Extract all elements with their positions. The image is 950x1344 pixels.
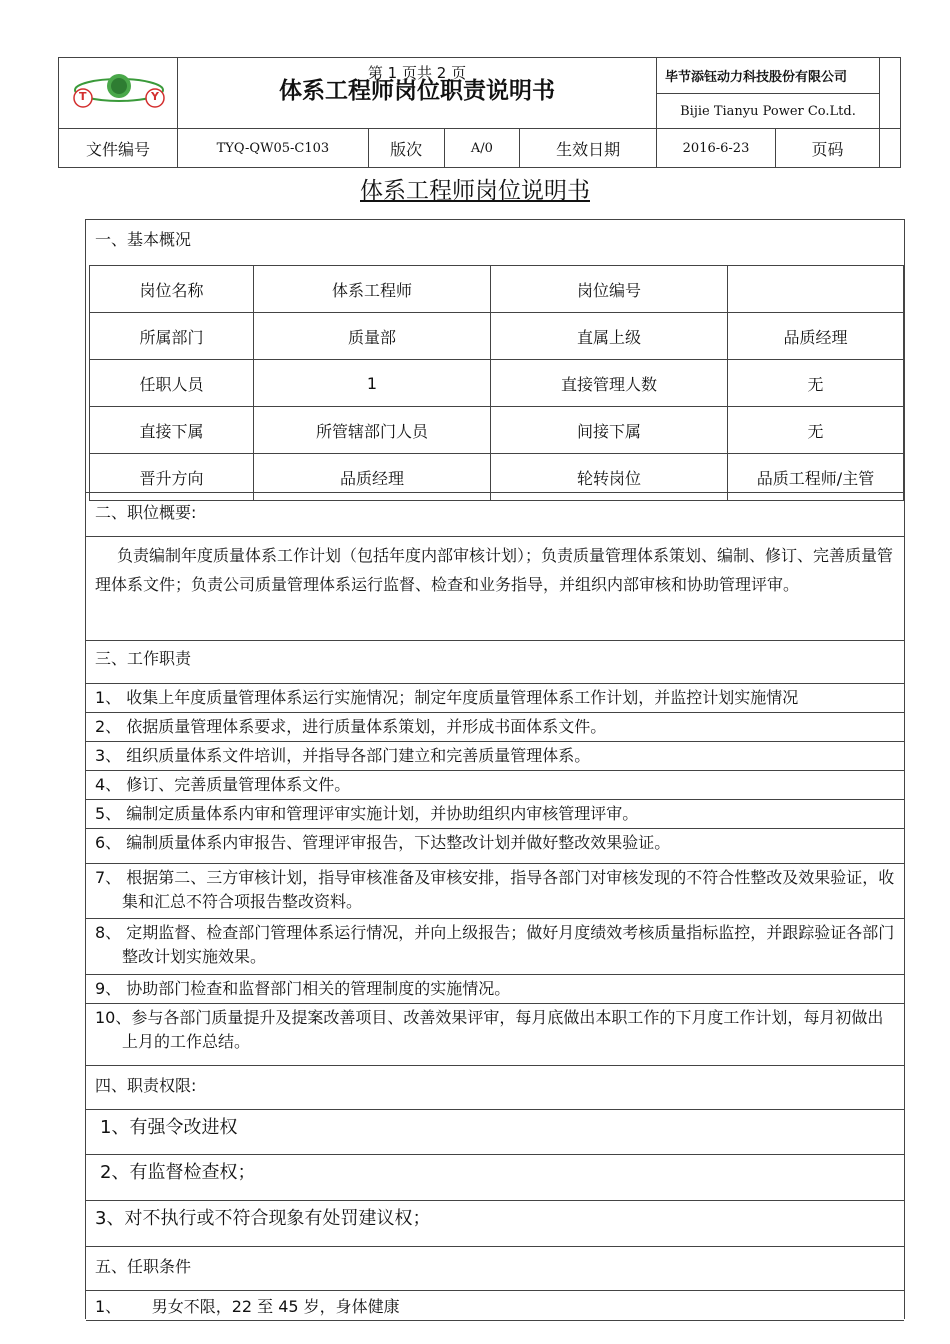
- logo-letter-t: T: [79, 90, 87, 103]
- table-row: [90, 407, 904, 454]
- version-label: 版次: [368, 129, 444, 168]
- logo: [59, 58, 178, 129]
- list-item-text: 7、 根据第二、三方审核计划，指导审核准备及审核安排，指导各部门对审核发现的不符合性整改及效果验证，收集和汇总不符合项报告整改资料。: [95, 868, 895, 911]
- list-item: [86, 919, 904, 975]
- table-row: [90, 266, 904, 313]
- table-cell: 岗位名称: [90, 266, 254, 313]
- list-item: 3、对不执行或不符合现象有处罚建议权；: [86, 1201, 904, 1247]
- section-authority-header: [86, 1066, 904, 1110]
- section-requirements-title: 五、任职条件: [95, 1257, 192, 1276]
- list-item: 2、有监督检查权；: [86, 1155, 904, 1201]
- list-item: [86, 864, 904, 919]
- summary-text: 负责编制年度质量体系工作计划（包括年度内部审核计划）；负责质量管理体系策划、编制、修订、完善质量管理体系文件；负责公司质量管理体系运行监督、检查和业务指导，并组织内部审核和协助管理评审。: [95, 546, 894, 594]
- section-duties-title: 三、工作职责: [95, 649, 192, 668]
- table-cell: 品质经理: [728, 313, 904, 360]
- list-item: 3、 组织质量体系文件培训，并指导各部门建立和完善质量管理体系。: [86, 742, 904, 771]
- table-cell: 无: [728, 360, 904, 407]
- section-authority-title: 四、职责权限:: [95, 1076, 197, 1095]
- section-summary-header: [86, 492, 904, 537]
- table-row: [90, 313, 904, 360]
- title-cell: [178, 58, 657, 129]
- table-cell: 直接下属: [90, 407, 254, 454]
- list-item: 1、有强令改进权: [86, 1110, 904, 1155]
- list-item: 5、 编制定质量体系内审和管理评审实施计划，并协助组织内审核管理评审。: [86, 800, 904, 829]
- table-cell: 直接管理人数: [491, 360, 728, 407]
- job-description-body: [85, 219, 905, 1319]
- list-item: [86, 1004, 904, 1066]
- table-cell: 所属部门: [90, 313, 254, 360]
- table-cell: 岗位编号: [491, 266, 728, 313]
- effective-date-label: 生效日期: [520, 129, 657, 168]
- table-cell: 任职人员: [90, 360, 254, 407]
- section-summary-title: 二、职位概要:: [95, 503, 197, 522]
- file-no: TYQ-QW05-C103: [178, 129, 369, 168]
- table-row: [90, 360, 904, 407]
- main-title: 体系工程师岗位说明书: [360, 178, 590, 204]
- section-duties-header: [86, 641, 904, 684]
- list-item: 2、 依据质量管理体系要求，进行质量体系策划，并形成书面体系文件。: [86, 713, 904, 742]
- company-name-en: Bijie Tianyu Power Co.Ltd.: [657, 94, 880, 129]
- section-requirements-header: [86, 1247, 904, 1291]
- table-cell: 所管辖部门人员: [254, 407, 491, 454]
- table-cell: 1: [254, 360, 491, 407]
- list-item: 1、 收集上年度质量管理体系运行实施情况；制定年度质量管理体系工作计划，并监控计划实施情况: [86, 684, 904, 713]
- basic-info-table: [89, 265, 904, 501]
- section-basic: [86, 220, 904, 265]
- table-cell: 质量部: [254, 313, 491, 360]
- file-no-label: 文件编号: [59, 129, 178, 168]
- list-item-text: 8、 定期监督、检查部门管理体系运行情况，并向上级报告；做好月度绩效考核质量指标监控，并跟踪验证各部门整改计划实施效果。: [95, 923, 895, 966]
- table-cell: 轮转岗位: [491, 454, 728, 501]
- version: A/0: [444, 129, 520, 168]
- list-item: 6、 编制质量体系内审报告、管理评审报告，下达整改计划并做好整改效果验证。: [86, 829, 904, 864]
- section-basic-title: 一、基本概况: [95, 230, 192, 249]
- table-cell: 体系工程师: [254, 266, 491, 313]
- page-value: [880, 129, 901, 168]
- table-cell: [728, 266, 904, 313]
- table-cell: 间接下属: [491, 407, 728, 454]
- table-cell: 品质工程师/主管: [728, 454, 904, 501]
- page-number: 第 1 页共 2 页: [367, 64, 467, 82]
- list-item: 4、 修订、完善质量管理体系文件。: [86, 771, 904, 800]
- table-cell: 品质经理: [254, 454, 491, 501]
- table-cell: 直属上级: [491, 313, 728, 360]
- page-label: 页码: [776, 129, 880, 168]
- doc-title: 体系工程师岗位职责说明书: [279, 78, 555, 104]
- list-item-text: 10、参与各部门质量提升及提案改善项目、改善效果评审，每月底做出本职工作的下月度工作计划，每月初做出上月的工作总结。: [95, 1008, 884, 1051]
- effective-date: 2016-6-23: [657, 129, 776, 168]
- document-header: [58, 57, 901, 168]
- table-cell: 无: [728, 407, 904, 454]
- list-item: 9、 协助部门检查和监督部门相关的管理制度的实施情况。: [86, 975, 904, 1004]
- logo-letter-y: Y: [151, 90, 159, 103]
- company-name-cn: 毕节添钰动力科技股份有限公司: [657, 58, 880, 94]
- table-cell: 晋升方向: [90, 454, 254, 501]
- list-item: 1、 男女不限，22 至 45 岁，身体健康: [86, 1291, 904, 1321]
- section-summary-body: [86, 537, 904, 641]
